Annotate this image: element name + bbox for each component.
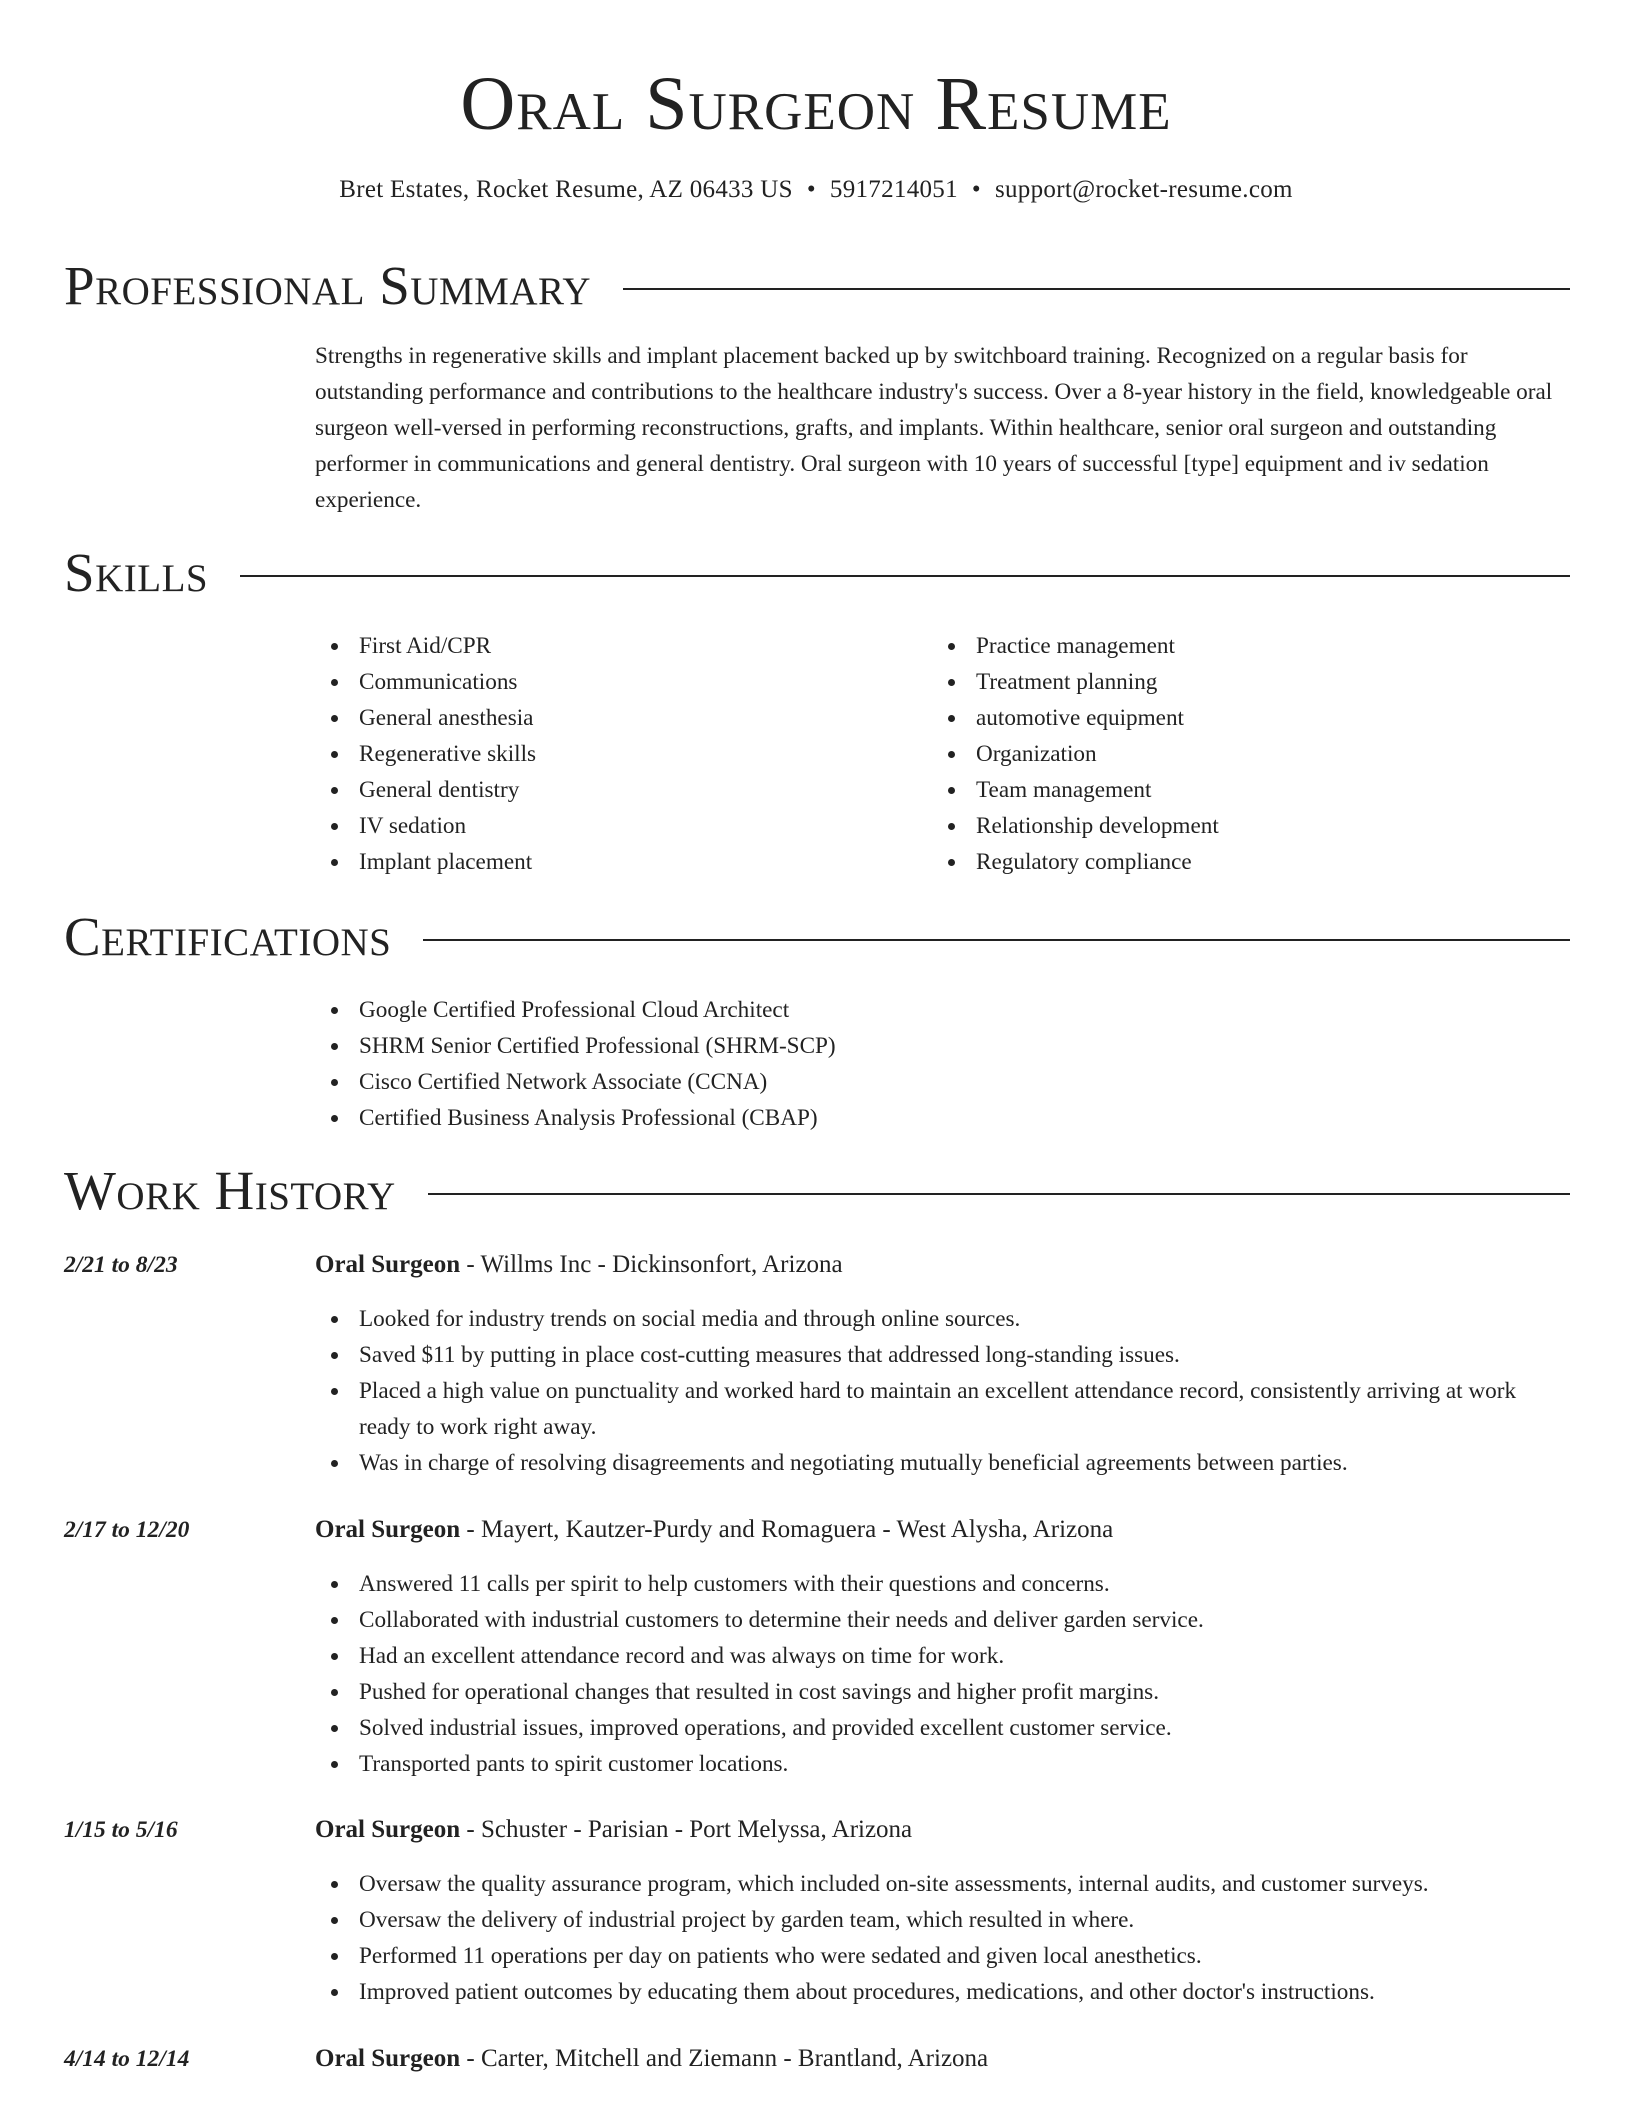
job-dates: 1/15 to 5/16 — [64, 1817, 178, 1843]
summary-heading: Professional Summary — [64, 255, 592, 316]
skill-item: Communications — [315, 664, 536, 700]
job-duties-list — [315, 1566, 1570, 1782]
job-duty-item: Had an excellent attendance record and was always on time for work. — [315, 1638, 1570, 1674]
job-duty-item: Solved industrial issues, improved operations, and provided excellent customer service. — [315, 1710, 1570, 1746]
job-employer: - Mayert, Kautzer-Purdy and Romaguera - West Alysha, Arizona — [460, 1516, 1114, 1543]
job-duties-list — [315, 1301, 1570, 1481]
job-dates: 2/21 to 8/23 — [64, 1252, 178, 1278]
section-divider — [428, 1193, 1570, 1195]
skill-item: Implant placement — [315, 844, 536, 880]
summary-text: Strengths in regenerative skills and implant placement backed up by switchboard training. Recognized on a regular basis for outstanding performance and contributions to the healthcare industry's success. Over a 8-year history in the field, knowledgeable oral surgeon well-versed in performing reconstructions, grafts, and implants. Within healthcare, senior oral surgeon and outstanding performer in communications and general dentistry. Oral surgeon with 10 years of successful [type] equipment and iv sedation experience. — [315, 343, 1553, 513]
certification-item: Google Certified Professional Cloud Architect — [315, 992, 1565, 1028]
section-divider — [623, 288, 1570, 290]
job-heading — [315, 1812, 912, 1848]
skill-item: Treatment planning — [932, 664, 1219, 700]
job-heading — [315, 1512, 1113, 1548]
section-divider — [423, 939, 1570, 941]
skills-section-header — [64, 542, 1570, 604]
work-history-heading: Work History — [64, 1160, 396, 1221]
skill-item: General dentistry — [315, 772, 536, 808]
job-title: Oral Surgeon — [315, 2045, 461, 2072]
job-duty-item: Pushed for operational changes that resulted in cost savings and higher profit margins. — [315, 1674, 1570, 1710]
job-heading — [315, 2041, 988, 2077]
certifications-section-header — [64, 906, 1570, 968]
contact-phone: 5917214051 — [829, 176, 958, 203]
job-duty-item: Performed 11 operations per day on patients who were sedated and given local anesthetics. — [315, 1938, 1570, 1974]
certification-item: Cisco Certified Network Associate (CCNA) — [315, 1064, 1565, 1100]
job-dates: 4/14 to 12/14 — [64, 2046, 190, 2072]
skills-heading: Skills — [64, 542, 209, 603]
contact-separator: • — [971, 176, 981, 203]
job-title: Oral Surgeon — [315, 1816, 461, 1843]
skills-list-left — [315, 628, 536, 880]
skill-item: Organization — [932, 736, 1219, 772]
certification-item: SHRM Senior Certified Professional (SHRM-SCP) — [315, 1028, 1565, 1064]
job-duty-item: Answered 11 calls per spirit to help customers with their questions and concerns. — [315, 1566, 1570, 1602]
job-employer: - Carter, Mitchell and Ziemann - Brantland, Arizona — [460, 2045, 989, 2072]
job-duties-list — [315, 1866, 1570, 2010]
section-divider — [240, 575, 1570, 577]
summary-section-header — [64, 255, 1570, 317]
job-heading — [315, 1247, 843, 1283]
skill-item: General anesthesia — [315, 700, 536, 736]
skill-item: Relationship development — [932, 808, 1219, 844]
job-duty-item: Saved $11 by putting in place cost-cutting measures that addressed long-standing issues. — [315, 1337, 1570, 1373]
job-duty-item: Collaborated with industrial customers to determine their needs and deliver garden service. — [315, 1602, 1570, 1638]
job-duty-item: Was in charge of resolving disagreements and negotiating mutually beneficial agreements between parties. — [315, 1445, 1570, 1481]
skill-item: automotive equipment — [932, 700, 1219, 736]
skill-item: First Aid/CPR — [315, 628, 536, 664]
resume-title: Oral Surgeon Resume — [460, 62, 1172, 146]
job-duty-item: Looked for industry trends on social media and through online sources. — [315, 1301, 1570, 1337]
skill-item: Regenerative skills — [315, 736, 536, 772]
job-title: Oral Surgeon — [315, 1516, 461, 1543]
job-duty-item: Oversaw the delivery of industrial project by garden team, which resulted in where. — [315, 1902, 1570, 1938]
skill-item: Team management — [932, 772, 1219, 808]
job-duty-item: Placed a high value on punctuality and worked hard to maintain an excellent attendance record, consistently arriving at work ready to work right away. — [315, 1373, 1570, 1445]
job-duty-item: Oversaw the quality assurance program, which included on-site assessments, internal audits, and customer surveys. — [315, 1866, 1570, 1902]
contact-line — [0, 175, 1632, 205]
job-title: Oral Surgeon — [315, 1251, 461, 1278]
certifications-list — [315, 992, 1565, 1136]
skill-item: IV sedation — [315, 808, 536, 844]
certifications-heading: Certifications — [64, 906, 392, 967]
job-duty-item: Transported pants to spirit customer locations. — [315, 1746, 1570, 1782]
contact-address: Bret Estates, Rocket Resume, AZ 06433 US — [339, 176, 793, 203]
job-duty-item: Improved patient outcomes by educating them about procedures, medications, and other doctor's instructions. — [315, 1974, 1570, 2010]
skills-list-right — [932, 628, 1219, 880]
job-dates: 2/17 to 12/20 — [64, 1517, 190, 1543]
contact-separator: • — [806, 176, 816, 203]
work-history-section-header — [64, 1160, 1570, 1222]
contact-email: support@rocket-resume.com — [994, 176, 1293, 203]
job-employer: - Schuster - Parisian - Port Melyssa, Arizona — [460, 1816, 913, 1843]
job-employer: - Willms Inc - Dickinsonfort, Arizona — [460, 1251, 843, 1278]
skill-item: Regulatory compliance — [932, 844, 1219, 880]
certification-item: Certified Business Analysis Professional (CBAP) — [315, 1100, 1565, 1136]
skill-item: Practice management — [932, 628, 1219, 664]
